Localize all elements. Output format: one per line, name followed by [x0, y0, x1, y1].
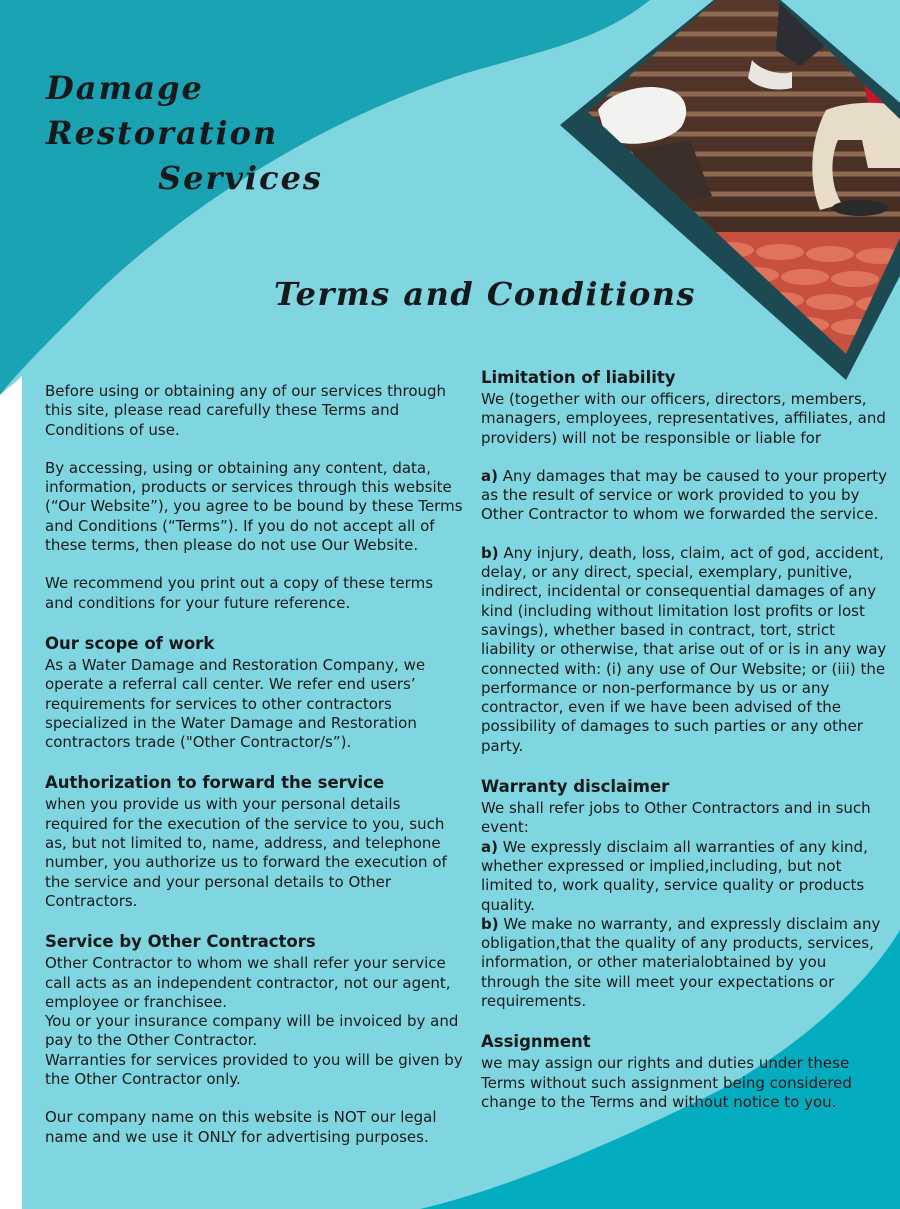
section-body: Warranties for services provided to you will be given by the Other Contractor only. — [45, 1050, 463, 1089]
section-heading: Warranty disclaimer — [481, 777, 670, 797]
warranty-item-a — [481, 838, 889, 915]
section-warranty-disclaimer — [481, 775, 889, 1011]
item-label: a) — [481, 466, 498, 485]
section-body: Our company name on this website is NOT our legal name and we use it ONLY for advertising purposes. — [45, 1108, 437, 1146]
section-heading: Assignment — [481, 1032, 591, 1052]
intro-paragraph-1: Before using or obtaining any of our services through this site, please read carefully these Terms and Conditions of use. — [45, 382, 447, 439]
section-assignment — [481, 1030, 889, 1112]
section-body: Other Contractor to whom we shall refer your service call acts as an independent contractor, not our agent, employee or franchisee. — [45, 954, 451, 1011]
item-text: We make no warranty, and expressly disclaim any obligation,that the quality of any products, services, information, or other materialobtained by you through the site will meet your expectations or requirements. — [481, 914, 881, 1011]
page-title: Terms and Conditions — [274, 275, 697, 313]
liability-item-a — [481, 467, 889, 525]
section-scope-of-work — [45, 632, 463, 752]
item-text: Any injury, death, loss, claim, act of god, accident, delay, or any direct, special, exemplary, punitive, indirect, incidental or consequential damages of any kind (including without limitation lost profits or lost savings), whether based in contract, tort, strict liability or otherwise, that arise out of or is in any way connected with: (i) any use of Our Website; or (iii) the performance or non-performance by us or any contractor, even if we have been advised of the possibility of damages to such parties or any other party. — [481, 543, 887, 755]
item-text: We expressly disclaim all warranties of any kind, whether expressed or implied,including, but not limited to, work quality, service quality or products quality. — [481, 837, 868, 914]
brand-title-line2: Services — [158, 159, 323, 197]
item-label: b) — [481, 543, 499, 562]
section-body: We (together with our officers, directors, members, managers, employees, representatives, affiliates, and providers) will not be responsible or liable for — [481, 390, 886, 447]
liability-item-b — [481, 544, 889, 756]
section-heading: Authorization to forward the service — [45, 773, 385, 793]
item-label: a) — [481, 837, 498, 856]
item-label: b) — [481, 914, 499, 933]
section-heading: Our scope of work — [45, 633, 215, 653]
section-authorization — [45, 771, 463, 911]
section-heading: Service by Other Contractors — [45, 932, 316, 952]
section-body: when you provide us with your personal details required for the execution of the service to you, such as, but not limited to, name, address, and telephone number, you authorize us to forward the execution of the service and your personal details to Other Contractors. — [45, 795, 447, 910]
section-limitation-of-liability — [481, 366, 889, 756]
right-column — [481, 366, 889, 1112]
section-body: You or your insurance company will be invoiced by and pay to the Other Contractor. — [45, 1012, 459, 1050]
intro-paragraph-3: We recommend you print out a copy of these terms and conditions for your future reference. — [45, 574, 434, 612]
section-body: we may assign our rights and duties under these Terms without such assignment being considered change to the Terms and without notice to you. — [481, 1054, 852, 1111]
section-other-contractors — [45, 930, 463, 1147]
section-heading: Limitation of liability — [481, 368, 676, 387]
brand-title — [46, 66, 446, 201]
item-text: Any damages that may be caused to your property as the result of service or work provided to you by Other Contractor to whom we forwarded the service. — [481, 466, 888, 524]
intro-paragraph-2: By accessing, using or obtaining any content, data, information, products or services through this website (“Our Website”), you agree to be bound by these Terms and Conditions (“Terms”). If you do not accept all of these terms, then please do not use Our Website. — [45, 458, 463, 555]
section-body: As a Water Damage and Restoration Company, we operate a referral call center. We refer end users’ requirements for services to other contractors specialized in the Water Damage and Restoration contractors trade ("Other Contractor/s”). — [45, 655, 426, 752]
brand-title-line1: Damage Restoration — [46, 69, 279, 152]
left-column — [45, 382, 463, 1147]
warranty-item-b — [481, 915, 889, 1011]
left-white-edge — [0, 395, 22, 1209]
section-body: We shall refer jobs to Other Contractors and in such event: — [481, 799, 871, 837]
